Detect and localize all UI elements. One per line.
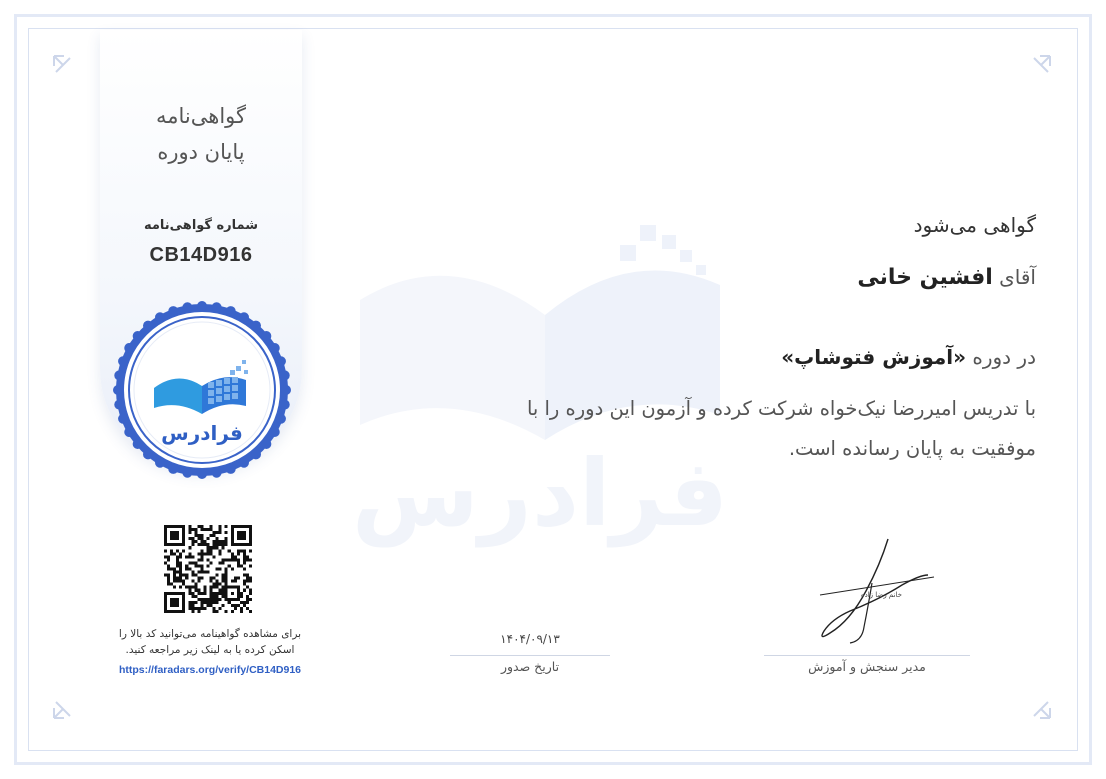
signature-divider <box>764 655 970 656</box>
corner-ornament-icon <box>1030 698 1052 720</box>
course-prefix: در دوره <box>972 345 1036 369</box>
cert-number-label: شماره گواهی‌نامه <box>143 218 259 233</box>
signature-text: خانم رضا زاده <box>860 591 902 599</box>
issue-date-label: تاریخ صدور <box>500 659 560 674</box>
signer-title: مدیر سنجش و آموزش <box>808 659 926 674</box>
course-line <box>781 345 1036 369</box>
signature <box>810 535 940 650</box>
seal-text: فرادرس <box>161 421 243 445</box>
certify-line: گواهی می‌شود <box>913 213 1036 237</box>
recipient-line <box>857 265 1036 290</box>
body-line2: موفقیت به پایان رسانده است. <box>788 437 1036 460</box>
faradars-seal <box>112 300 292 480</box>
verify-link[interactable]: https://faradars.org/verify/CB14D916 <box>118 664 302 676</box>
qr-instructions-line2: اسکن کرده یا به لینک زیر مراجعه کنید. <box>125 644 295 656</box>
certificate-title-line1: گواهی‌نامه <box>155 104 246 128</box>
corner-ornament-icon <box>52 698 74 720</box>
qr-instructions-line1: برای مشاهده گواهینامه می‌توانید کد بالا را <box>118 628 302 640</box>
watermark-text: فرادرس <box>351 440 729 547</box>
date-divider <box>450 655 610 656</box>
qr-instructions <box>100 626 320 658</box>
recipient-name: افشین خانی <box>857 265 993 290</box>
cert-number: CB14D916 <box>149 244 253 266</box>
certificate-title <box>100 98 302 170</box>
honorific: آقای <box>999 265 1036 289</box>
qr-code <box>164 525 252 613</box>
body-line1: با تدریس امیررضا نیک‌خواه شرکت کرده و آزمون این دوره را با <box>526 397 1036 420</box>
corner-ornament-icon <box>52 54 74 76</box>
certificate-title-line2: پایان دوره <box>157 140 245 164</box>
course-name: «آموزش فتوشاپ» <box>781 345 967 369</box>
corner-ornament-icon <box>1030 54 1052 76</box>
issue-date: ۱۴۰۴/۰۹/۱۳ <box>500 632 560 646</box>
watermark-logo <box>340 205 740 565</box>
certificate-body <box>436 389 1036 469</box>
